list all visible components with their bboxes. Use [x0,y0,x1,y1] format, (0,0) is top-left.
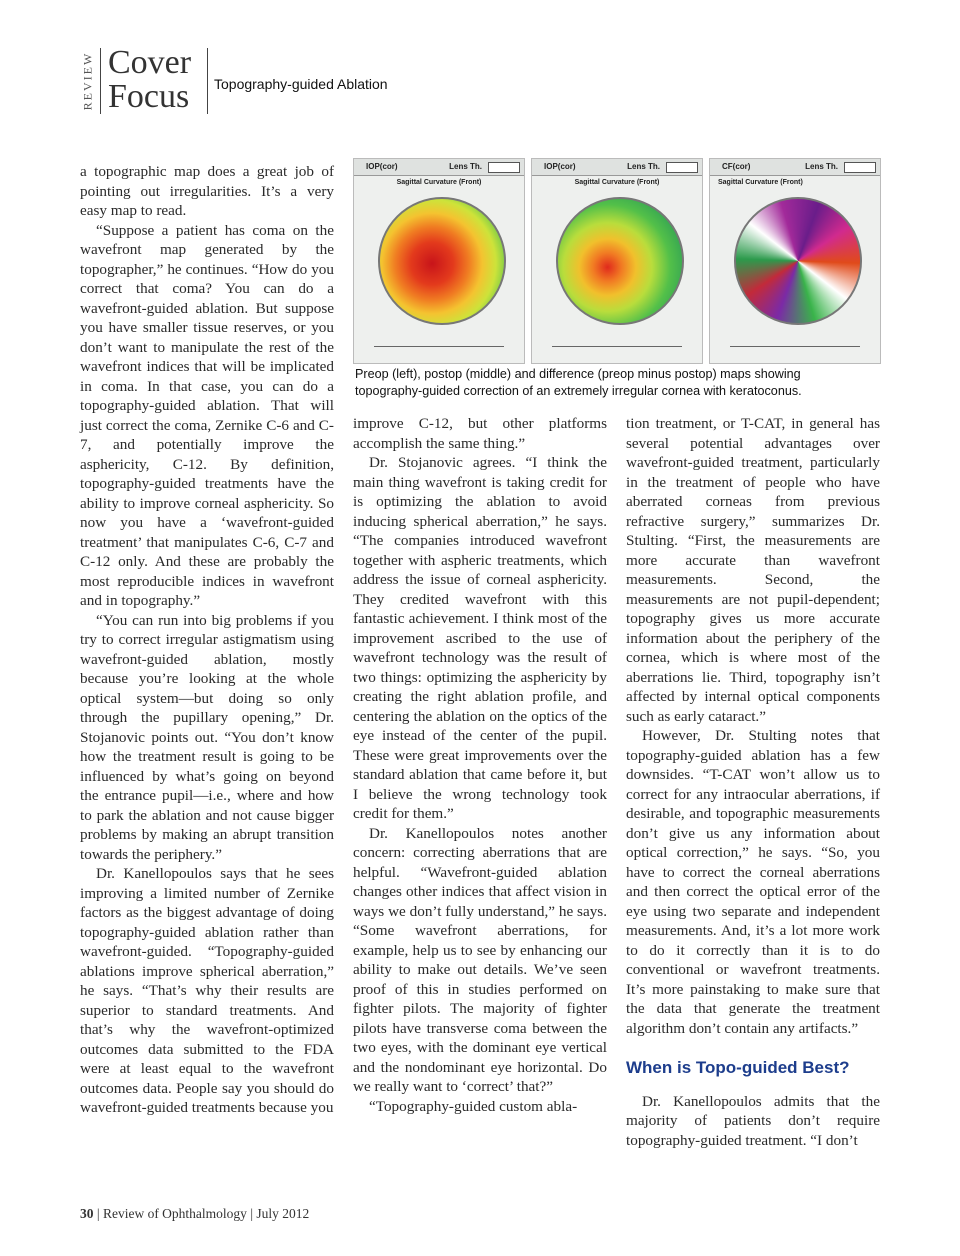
paragraph: a topographic map does a great job of pointing out irregularities. It’s a very easy map to read. [80,163,334,219]
masthead-title [108,46,191,114]
column-2 [353,414,607,1116]
corneal-map-image [378,197,506,325]
publication-name: Review of Ophthalmology [102,1206,247,1221]
figure-caption [355,366,885,400]
paragraph: Dr. Kanellopoulos notes another concern: correcting aberrations that are helpful. “Wavefront-guided ablation changes other indices that affect vision in ways we don’t fully understand,” he says. “Some wavefront aberrations, for example, help us to see by enhancing our ability to make out details. We’ve seen proof of this in studies performed on fighter pilots. The majority of fighter pilots have transverse coma between the two eyes, with the dominant eye vertical and the nondominant eye horizontal. Do we really want to ‘correct’ that?” [353,824,607,1095]
map-scale [730,346,860,355]
footer-separator: | [96,1206,103,1221]
section-heading: When is Topo-guided Best? [626,1058,850,1077]
paragraph: “Suppose a patient has coma on the wavefront map generated by the topographer,” he continues. “How do you correct that coma? You can do a wavefront-guided ablation. But suppose you have smaller tissue reserves, or you don’t want to manipulate the rest of the wavefront indices that will be implicated in coma. In that case, you can do a topography-guided ablation. That will just correct the coma, Zernike C-6 and C-7, and potentially improve the asphericity, C-12. By definition, topography-guided treatments have the ability to improve corneal asphericity. So now you have a ‘wavefront-guided treatment’ that manipulates C-6, C-7 and C-12 only. And these are probably the most reproducible indices in wavefront and in topography.” [80,221,334,609]
masthead-divider [207,48,208,114]
map-field [488,162,520,173]
map-subheader: Sagittal Curvature (Front) [574,179,660,186]
masthead-divider [100,48,101,114]
map-field [666,162,698,173]
map-subheader: Sagittal Curvature (Front) [396,179,482,186]
map-header: IOP(cor) [366,162,398,171]
page-number: 30 [80,1206,94,1221]
paragraph: “Topography-guided custom abla- [369,1097,578,1115]
paragraph: improve C-12, but other platforms accomplish the same thing.” [353,415,607,452]
paragraph: tion treatment, or T-CAT, in general has several potential advantages over wavefront-guided treatment, particularly in the treatment of people who have aberrated corneas from previous refractive surgery,” summarizes Dr. Stulting. “First, the measurements are more accurate than wavefront measurements. Second, the measurements are not pupil-dependent; topography gives us more accurate information about the periphery of the cornea, which is where most of the aberrations lie. Third, topography isn’t affected by internal optical components such as early cataract.” [626,415,880,725]
caption-line: Preop (left), postop (middle) and difference (preop minus postop) maps showing [355,367,801,381]
map-tag: Lens Th. [627,162,660,171]
review-side-label: REVIEW [80,51,95,111]
issue-date: July 2012 [256,1206,310,1221]
map-tag: Lens Th. [805,162,838,171]
paragraph: “You can run into big problems if you try to correct irregular astigmatism using wavefront-guided ablation, mostly because you’re looking at the whole optical system—but doing so only through the pupillary opening,” Dr. Stojanovic points out. “You don’t know how the treatment result is going to be influenced by what’s going on beyond the entrance pupil—i.e., where and how to park the ablation and not cause bigger problems by making an abrupt transition towards the periphery.” [80,611,334,863]
map-scale [552,346,682,355]
paragraph: Dr. Kanellopoulos says that he sees improving a limited number of Zernike factors as the biggest advantage of doing topography-guided ablation rather than wavefront-guided. “Topography-guided ablations improve spherical aberration,” he says. “That’s why their results are superior to standard treatments. And that’s why the wavefront-optimized outcomes data submitted to the FDA were at least equal to the wavefront outcomes data. People say you should do wavefront-guided treatments because you [80,865,334,1116]
page-footer [80,1206,309,1222]
column-3 [626,414,880,1150]
map-scale [374,346,504,355]
difference-map [709,158,881,364]
map-header: CF(cor) [722,162,751,171]
preop-map [353,158,525,364]
corneal-map-image [556,197,684,325]
paragraph: Dr. Kanellopoulos admits that the majority of patients don’t require topography-guided treatment. “I don’t [626,1092,880,1149]
topography-figure [353,158,881,364]
map-header: IOP(cor) [544,162,576,171]
section-label: Topography-guided Ablation [214,76,388,92]
corneal-map-image [734,197,862,325]
masthead-title-line2: Focus [108,78,190,115]
paragraph: However, Dr. Stulting notes that topography-guided ablation has a few downsides. “T-CAT won’t allow us to correct for any intraocular aberrations, if desirable, and topographic measurements don’t give us any information about optical correction,” he says. “So, you have to correct the corneal aberrations and then correct the optical error of the eye using two separate and independent measurements. And, it’s a lot more work to do it correctly than it is to do conventional or wavefront treatments. It’s more painstaking to make sure that the data that generate the treatment algorithm don’t contain any artifacts.” [626,727,880,1037]
column-1 [80,162,334,1118]
paragraph: Dr. Stojanovic agrees. “I think the main thing wavefront is taking credit for is optimizing the ablation to avoid inducing spherical aberration,” he says. “The companies introduced wavefront together with aspheric treatments, which address the issue of corneal asphericity. They credited wavefront with this fantastic achievement. I think most of the improvement ascribed to the use of wavefront technology was the result of two things: optimizing the asphericity by creating the right ablation profile, and centering the ablation on the optics of the eye instead of the center of the pupil. These were great improvements over the standard ablation that came before it, but I believe the wrong technology took credit for them.” [353,454,607,822]
masthead-title-line1: Cover [108,44,192,81]
postop-map [531,158,703,364]
footer-separator: | [250,1206,257,1221]
caption-line: topography-guided correction of an extremely irregular cornea with keratoconus. [355,384,802,398]
map-subheader: Sagittal Curvature (Front) [718,179,803,186]
map-field [844,162,876,173]
map-tag: Lens Th. [449,162,482,171]
